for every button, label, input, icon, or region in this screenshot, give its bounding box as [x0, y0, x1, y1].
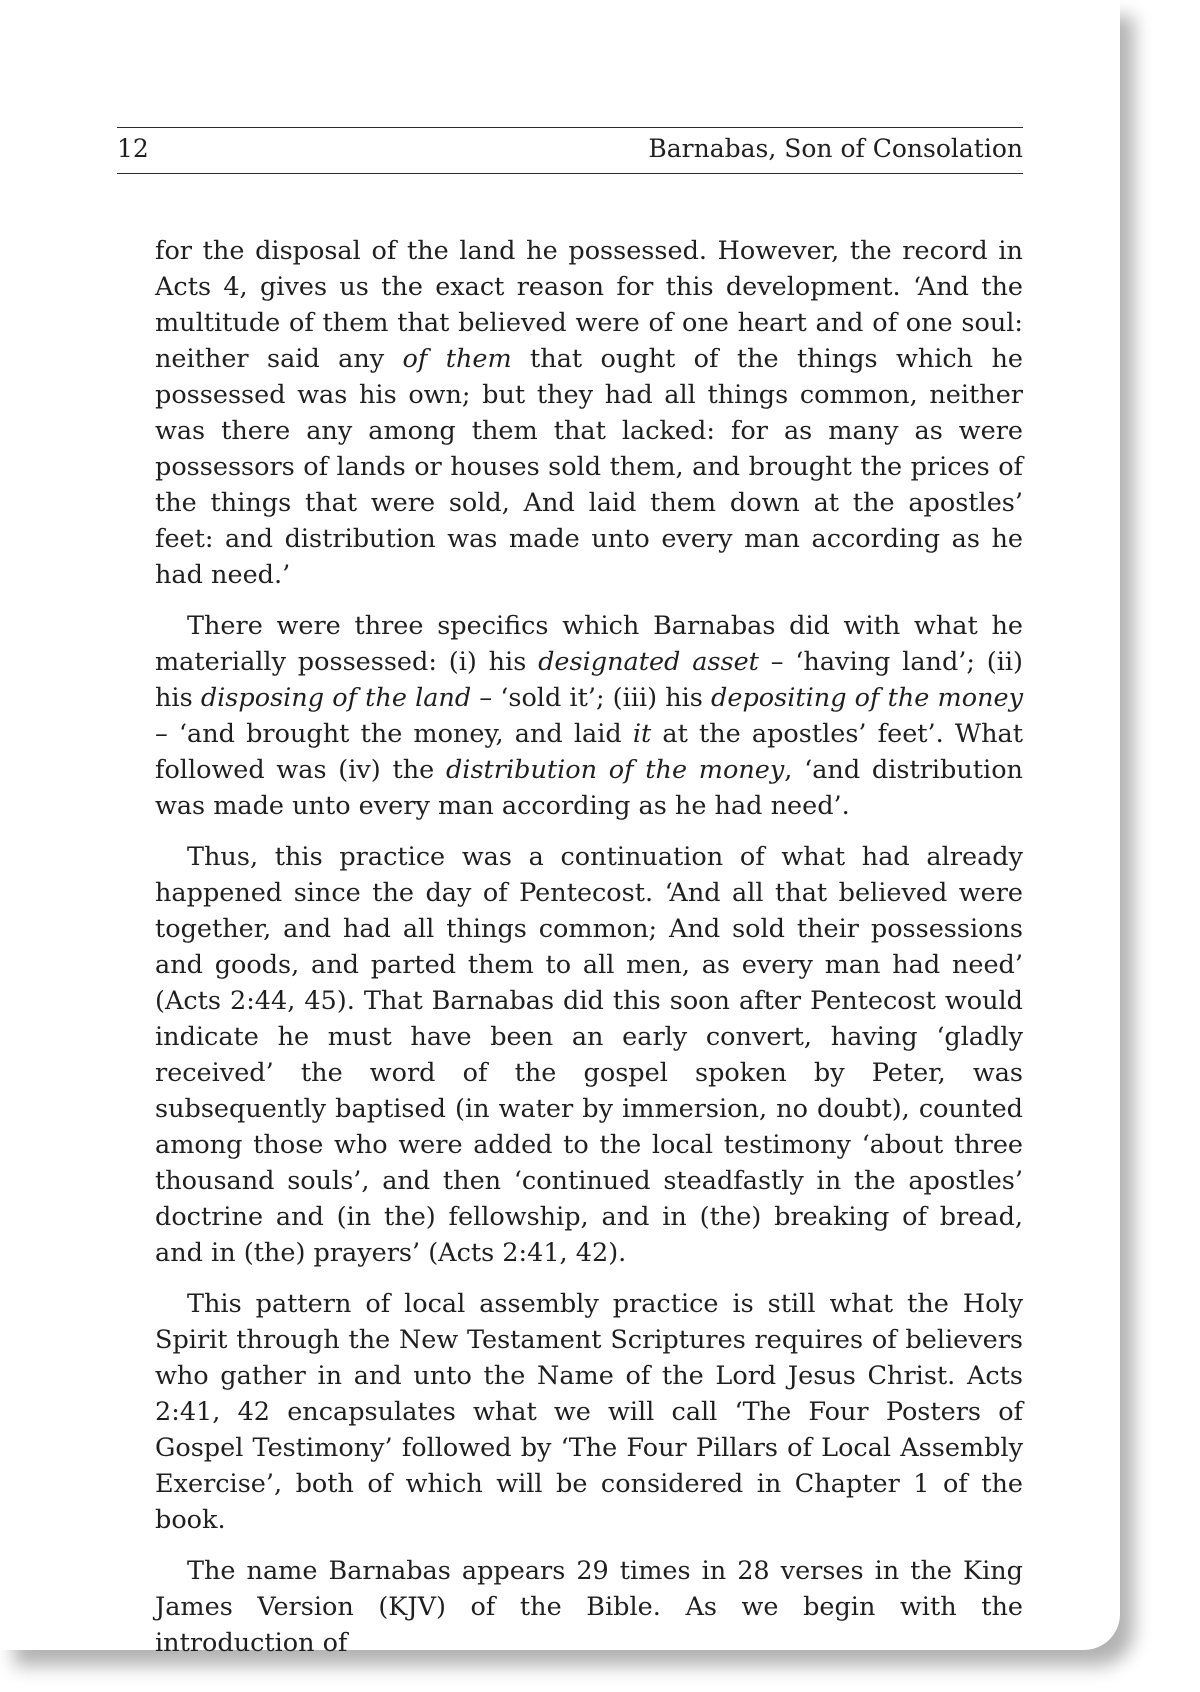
- paragraph: [155, 1286, 1023, 1538]
- text-run: – ‘having land’; (ii) his: [155, 647, 1023, 713]
- running-title: Barnabas, Son of Consolation: [648, 134, 1023, 163]
- text-run: Thus, this practice was a continuation of what had already happened since the day of Pentecost. ‘And all that believed were together, and had all things common; And sold their possessions and goods, and parted them to all men, as every man had need’ (Acts 2:44, 45). That Barnabas did this soon after Pentecost would indicate he must have been an early convert, having ‘gladly received’ the word of the gospel spoken by Peter, was subsequently baptised (in water by immersion, no doubt), counted among those who were added to the local testimony ‘about three thousand souls’, and then ‘continued steadfastly in the apostles’ doctrine and (in the) fellowship, and in (the) breaking of bread, and in (the) prayers’ (Acts 2:41, 42).: [155, 842, 1023, 1268]
- text-run: – ‘and brought the money, and laid: [155, 719, 633, 749]
- text-run: There were three specifics which Barnabas did with what he materially possessed: (i) his: [155, 611, 1023, 677]
- italic-text: it: [632, 719, 652, 749]
- text-run: at the apostles’ feet’. What followed was (iv) the: [155, 719, 1023, 785]
- paragraph: [155, 1553, 1023, 1661]
- text-run: The name Barnabas appears 29 times in 28 verses in the King James Version (KJV) of the Bible. As we begin with the introduction of: [155, 1556, 1023, 1658]
- italic-text: depositing of the money: [711, 683, 1023, 713]
- paragraph: [155, 608, 1023, 824]
- paragraph: [155, 839, 1023, 1271]
- running-header: [117, 127, 1023, 174]
- italic-text: of them: [402, 344, 512, 374]
- italic-text: disposing of the land: [200, 683, 472, 713]
- text-run: that ought of the things which he possessed was his own; but they had all things common, neither was there any among them that lacked: for as many as were possessors of lands or houses sold them, and brought the prices of the things that were sold, And laid them down at the apostles’ feet: and distribution was made unto every man according as he had need.’: [155, 344, 1023, 590]
- body-text: [155, 233, 1023, 1676]
- italic-text: distribution of the money: [445, 755, 785, 785]
- text-run: for the disposal of the land he possessed. However, the record in Acts 4, gives us the exact reason for this development. ‘And the multitude of them that believed were of one heart and of one soul: neither said any: [155, 236, 1023, 374]
- page-number: 12: [117, 134, 149, 163]
- text-run: – ‘sold it’; (iii) his: [471, 683, 712, 713]
- paragraph: [155, 233, 1023, 593]
- text-run: This pattern of local assembly practice is still what the Holy Spirit through the New Testament Scriptures requires of believers who gather in and unto the Name of the Lord Jesus Christ. Acts 2:41, 42 encapsulates what we will call ‘The Four Posters of Gospel Testimony’ followed by ‘The Four Pillars of Local Assembly Exercise’, both of which will be considered in Chapter 1 of the book.: [155, 1289, 1023, 1535]
- text-run: , ‘and distribution was made unto every man according as he had need’.: [155, 755, 1023, 821]
- italic-text: designated asset: [538, 647, 759, 677]
